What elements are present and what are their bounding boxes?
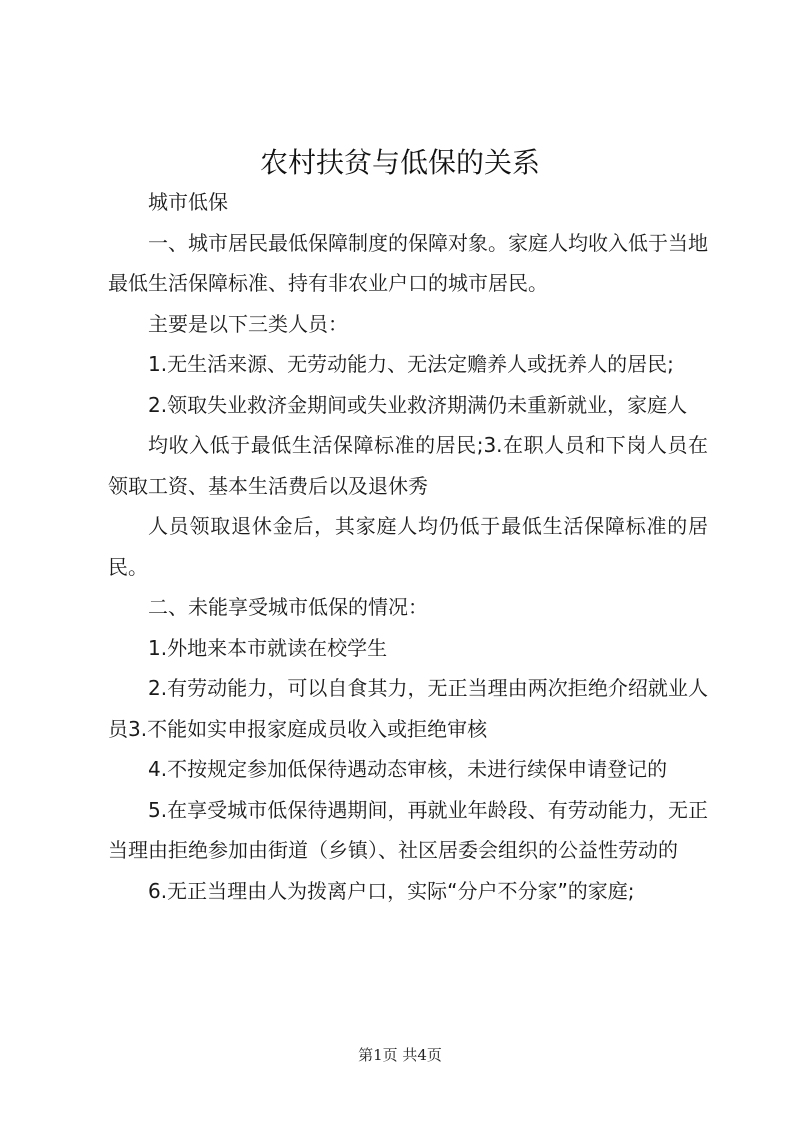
paragraph-11: 4.不按规定参加低保待遇动态审核，未进行续保申请登记的: [148, 757, 668, 781]
paragraph-5: 2.领取失业救济金期间或失业救济期满仍未重新就业，家庭人: [148, 392, 688, 417]
paragraph-6: 均收入低于最低生活保障标准的居民;3.在职人员和下岗人员在领取工资、基本生活费后以及退休秀: [108, 433, 708, 498]
page-footer: 第1页 共4页: [358, 1046, 442, 1064]
paragraph-12: 5.在享受城市低保待遇期间，再就业年龄段、有劳动能力，无正当理由拒绝参加由街道（乡镇）、社区居委会组织的公益性劳动的: [108, 797, 708, 862]
paragraph-9: 1.外地来本市就读在校学生: [148, 635, 388, 660]
paragraph-1: 城市低保: [148, 190, 228, 214]
paragraph-7: 人员领取退休金后，其家庭人均仍低于最低生活保障标准的居民。: [108, 514, 708, 579]
document-body: [108, 182, 708, 911]
document-title: 农村扶贫与低保的关系: [259, 146, 540, 179]
paragraph-13: 6.无正当理由人为拨离户口，实际“分户不分家”的家庭;: [148, 878, 635, 903]
paragraph-2: 一、城市居民最低保障制度的保障对象。家庭人均收入低于当地最低生活保障标准、持有非农业户口的城市居民。: [108, 230, 708, 295]
paragraph-3: 主要是以下三类人员：: [148, 311, 348, 336]
paragraph-8: 二、未能享受城市低保的情况：: [148, 595, 428, 619]
paragraph-10: 2.有劳动能力，可以自食其力，无正当理由两次拒绝介绍就业人员3.不能如实申报家庭成员收入或拒绝审核: [108, 676, 708, 741]
paragraph-4: 1.无生活来源、无劳动能力、无法定赡养人或抚养人的居民;: [148, 352, 674, 376]
